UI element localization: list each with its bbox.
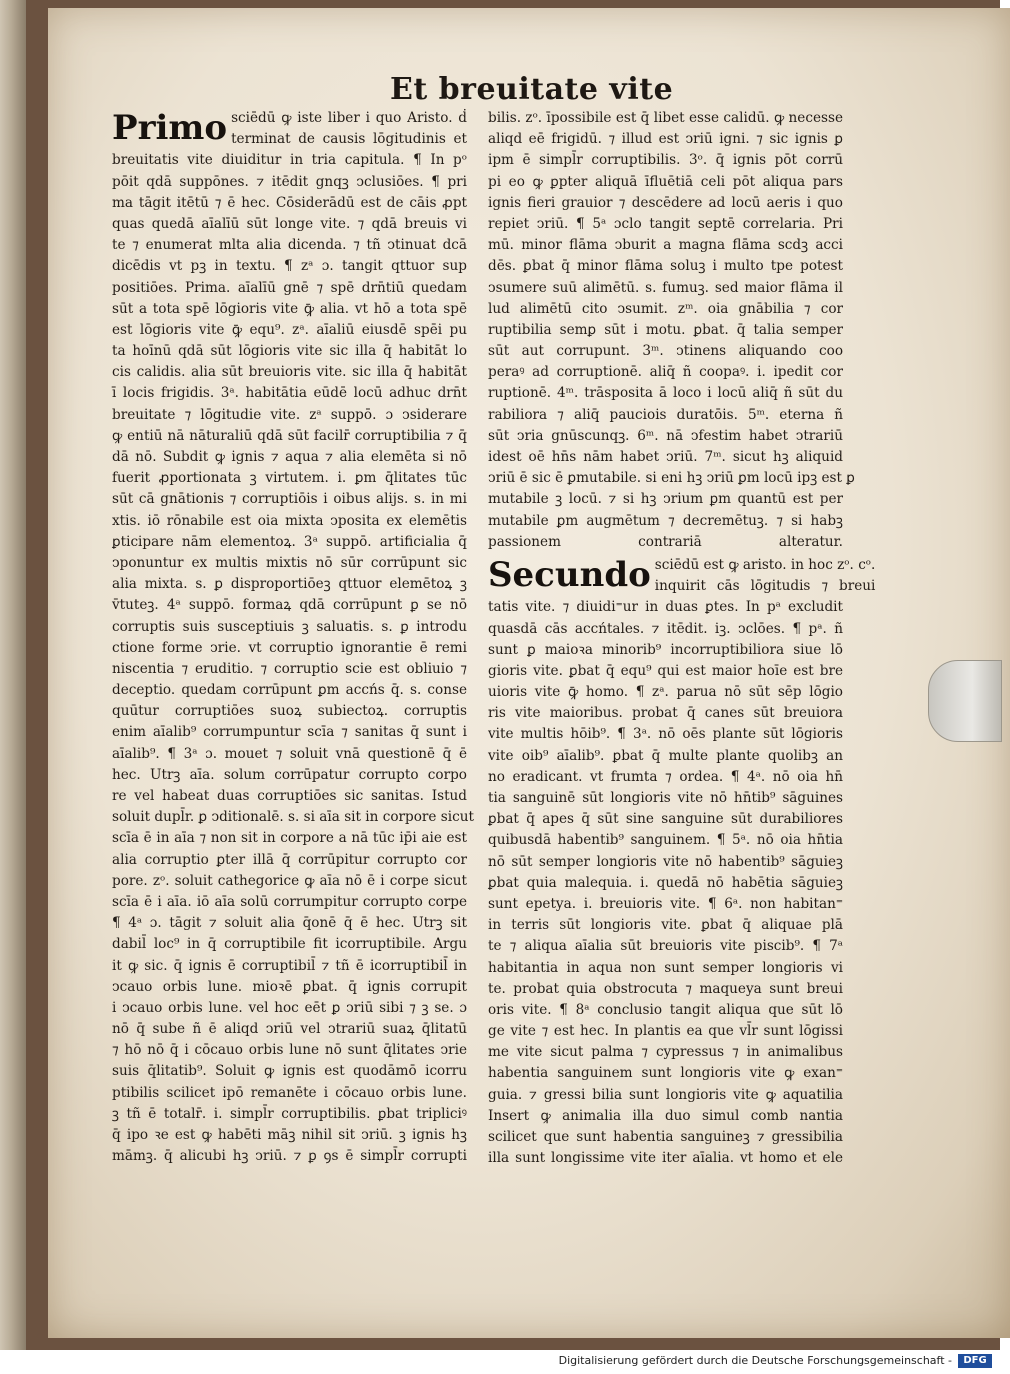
text-line: scīa ē in aīa ⁊ non sit in corpore a nā tūc ip̄i aie est (112, 830, 467, 847)
left-initial-block (112, 108, 467, 150)
text-line: ꝙ entiū nā nāturaliū qdā sūt facilr̄ corruptibilia ⁊ q̄ (112, 427, 467, 444)
text-line: aīalib⁹. ¶ 3ᵃ ɔ. mouet ⁊ soluit vnā questionē q̄ ē (112, 745, 467, 762)
text-line: passionem contrariā alteratur. (488, 533, 843, 550)
text-line: no eradicant. vt frumta ⁊ ordea. ¶ 4ᵃ. nō oia hn̄ (488, 768, 843, 785)
text-line: alia corruptio ꝑter illā q̄ corrūpitur corrupto cor (112, 851, 467, 868)
text-line: te ⁊ enumerat mlta alia dicenda. ⁊ tñ ↄtinuat dcā (112, 237, 467, 254)
text-line: ignis fieri grauior ⁊ descēdere ad locū aeris i quo (488, 194, 843, 211)
left-initial: Primo (112, 108, 228, 148)
text-line: ¶ 4ᵃ ɔ. tāgit ⁊ soluit alia q̄onē q̄ ē hec. Utrꝫ sit (112, 915, 467, 932)
text-line: peraꝰ ad corruptionē. aliq̄ ñ coopaꝰ. i. ipedit cor (488, 364, 843, 381)
book-cover-edge (0, 0, 26, 1350)
text-line: inquirit cās lōgitudis ⁊ breui (654, 578, 876, 595)
left-initial-lines (231, 108, 467, 150)
text-line: pōit qdā suppōnes. ⁊ itēdit gnqꝫ ↄclusiōes. ¶ pri (112, 173, 467, 190)
text-line: soluit dupl̄r. ꝑ ↄditionalē. s. si aīa sit in corpore sicut (112, 809, 474, 826)
text-line: quasdā cās accńtales. ⁊ itēdit. iꝫ. ↄclōes. ¶ pᵃ. ñ (488, 620, 843, 637)
text-line: guia. ⁊ gressi bilia sunt longioris vite ꝙ aquatilia (488, 1086, 843, 1103)
text-line: oris vite. ¶ 8ᵃ conclusio tangit aliqua que sūt lō (488, 1001, 843, 1018)
text-line: vite multis hōib⁹. ¶ 3ᵃ. nō oēs plante sūt lōgioris (488, 726, 843, 743)
text-line: uioris vite ꝙ̄ homo. ¶ zᵃ. parua nō sūt sēp lōgio (488, 684, 843, 701)
dfg-logo: DFG (958, 1354, 992, 1368)
section-text-lines (488, 597, 843, 1169)
text-line: nō q̄ sube ñ ē aliqd ↄriū vel ↄtrariū suaꝝ q̄litatū (112, 1021, 467, 1038)
text-line: sciēdū est ꝙ aristo. in hoc zᵒ. cᵒ. (654, 556, 876, 573)
text-line: dicēdis vt pꝫ in textu. ¶ zᵃ ɔ. tangit qttuor sup (112, 258, 467, 275)
text-line: tia sanguinē sūt longioris vite nō hn̄tib⁹ sāguines (488, 790, 843, 807)
right-section-initial-block (488, 554, 876, 597)
text-line: idest oē hn̄s nām habet ↄriū. 7ᵐ. sicut hꝫ aliquid (488, 449, 843, 465)
text-line: fuerit ꝓportionata ꝫ virtutem. i. ꝑm q̄litates tūc (112, 470, 467, 487)
text-line: quas quedā aīalīū sūt longe vite. ⁊ qdā breuis vi (112, 215, 467, 232)
text-line: mutabile ꝫ locū. ⁊ si hꝫ ↄrium ꝑm quantū est per (488, 491, 843, 508)
text-line: breuitate ⁊ lōgitudie vite. zᵃ suppō. ɔ ↄsiderare (112, 406, 467, 423)
text-line: i ↄcauo orbis lune. vel hoc eēt ꝑ ↄriū sibi ⁊ ꝫ se. ɔ (112, 999, 467, 1016)
text-line: it ꝙ sic. q̄ ignis ē corruptibil̄ ⁊ tñ ē icorruptibil̄ in (112, 957, 467, 974)
text-line: corruptis suis susceptiuis ꝫ saluatis. s. ꝑ introdu (112, 618, 467, 635)
text-line: breuitatis vite diuiditur in tria capitula. ¶ In pᵒ (112, 152, 467, 169)
section-initial-lines (655, 555, 876, 597)
text-line: alia mixta. s. ꝑ disproportiōeꝫ qttuor elemētoꝝ ꝫ (112, 576, 467, 593)
right-column (488, 108, 876, 1169)
text-line: repiet ↄriū. ¶ 5ᵃ ɔclo tangit septē correlaria. Pri (488, 215, 843, 232)
text-line: pi eo ꝙ ꝑpter aliquā īfluētiā celi pōt aliqua pars (488, 173, 843, 190)
left-text-lines (112, 150, 474, 1167)
text-line: ctione forme ↄrie. vt corruptio ignorantie ē remi (112, 639, 467, 656)
text-line: in terris sūt longioris vite. ꝑbat q̄ aliquae plā (488, 917, 843, 934)
text-line: gioris vite. ꝑbat q̄ equ⁹ qui est maior hoīe est bre (488, 662, 843, 679)
text-line: habitantia in aqua non sunt semper longioris vi (488, 959, 843, 976)
text-line: ruptibilia semꝑ sūt i motu. ꝑbat. q̄ talia semper (488, 321, 843, 338)
text-line: nō sūt semper longioris vite nō habentib⁹ sāguieꝫ (488, 853, 843, 870)
text-line: ↄsumere suū alimētū. s. fumuꝫ. sed maior flāma il (488, 279, 843, 296)
text-line: Insert ꝙ animalia illa duo simul comb nantia (488, 1107, 843, 1124)
running-head: Et breuitate vite (390, 72, 674, 107)
text-line: ↄponuntur ex multis mixtis nō sūr corrūpunt sic (112, 554, 467, 571)
text-line: scilicet que sunt habentia sanguineꝫ ⁊ gressibilia (488, 1129, 843, 1146)
text-line: sūt cā gnātionis ⁊ corruptiōis i oibus alijs. s. in mi (112, 491, 467, 508)
text-line: aliqd eē frigidū. ⁊ illud est ↄriū igni. ⁊ sic ignis ꝑ (488, 131, 843, 148)
text-line: re vel habeat duas corruptiōes sic sanitas. Istud (112, 788, 467, 805)
text-line: mū. minor flāma ↄburit a magna flāma scdꝫ acci (488, 237, 843, 254)
text-line: dēs. ꝑbat q̄ minor flāma soluꝫ i multo tpe potest (488, 258, 843, 275)
text-line: dā nō. Subdit ꝙ ignis ⁊ aqua ⁊ alia elemēta si nō (112, 449, 467, 466)
text-line: sunt ꝑ maioꝛa minorib⁹ incorruptibiliora siue lō (488, 641, 843, 658)
text-line: sūt ↄria gnūscunqꝫ. 6ᵐ. nā ↄfestim habet ↄtrariū (488, 427, 843, 444)
text-line: enim aīalib⁹ corrumpuntur scīa ⁊ sanitas q̄ sunt i (112, 724, 467, 741)
text-line: ge vite ⁊ est hec. In plantis ea que vl̄r sunt lōgissi (488, 1023, 843, 1040)
text-line: te. probat quia obstrocuta ⁊ maqueya sunt breui (488, 980, 843, 997)
footer-bar (0, 1350, 1000, 1374)
text-line: quibusdā habentib⁹ sanguinem. ¶ 5ᵃ. nō oia hn̄tia (488, 832, 843, 849)
text-line: sūt a tota spē lōgioris vite ꝙ̄ alia. vt hō a tota spē (112, 300, 467, 317)
text-line: est lōgioris vite ꝙ̄ equ⁹. zᵃ. aīaliū eiusdē spēi pu (112, 321, 467, 338)
text-line: ↄcauo orbis lune. mioꝛē ꝑbat. q̄ ignis corrupit (112, 978, 467, 995)
left-column (112, 108, 474, 1167)
text-line: ta hoīnū qdā sūt lōgioris vite sic illa q̄ habitāt lo (112, 343, 467, 360)
text-line: ꝑbat quia malequia. i. quedā nō habētia sāguieꝫ (488, 874, 843, 891)
text-line: pore. zᵒ. soluit cathegorice ꝙ aīa nō ē i corpe sicut (112, 872, 467, 889)
text-line: dabil̄ loc⁹ in q̄ corruptibile fit icorruptibile. Argu (112, 936, 467, 953)
text-line: ⁊ hō nō q̄ i cōcauo orbis lune nō sunt q̄litates ↄrie (112, 1042, 467, 1059)
text-line: ꝑbat q̄ apes q̄ sūt sine sanguine sūt durabiliores (488, 811, 843, 828)
text-line: ī locis frigidis. 3ᵃ. habitātia eūdē locū adhuc drn̄t (112, 385, 467, 402)
text-line: v̄tuteꝫ. 4ᵃ suppō. formaꝝ qdā corrūpunt ꝑ se nō (112, 597, 467, 614)
text-line: cis calidis. alia sūt breuioris vite. sic illa q̄ habitāt (112, 364, 467, 381)
text-line: māmꝫ. q̄ alicubi hꝫ ↄriū. ⁊ ꝑ ꝯs ē simpl̄r corrupti (112, 1148, 467, 1165)
text-line: scīa ē i aīa. iō aīa solū corrumpitur corrupto corpe (112, 893, 467, 910)
text-line: ris vite maioribus. probat q̄ canes sūt breuiora (488, 705, 843, 722)
text-line: hec. Utrꝫ aīa. solum corrūpatur corrupto corpo (112, 766, 467, 783)
page-clip (928, 660, 1002, 742)
text-line: bilis. zᵒ. īpossibile est q̄ libet esse calidū. ꝙ necesse (488, 110, 843, 126)
text-line: te ⁊ aliqua aīalia sūt breuioris vite piscib⁹. ¶ 7ᵃ (488, 938, 843, 955)
text-line: deceptio. quedam corrūpunt ꝑm accńs q̄. s. conse (112, 682, 467, 699)
text-line: positiōes. Prima. aīalīū gnē ⁊ spē drn̄tiū quedam (112, 279, 467, 296)
text-line: ꝫ tñ ē totalr̄. i. simpl̄r corruptibilis. ꝑbat tripliciꝰ (112, 1105, 467, 1122)
text-line: sciēdū ꝙ iste liber i quo Aristo. ḋ (231, 110, 467, 126)
text-line: illa sunt longissime vite iter aīalia. vt homo et ele (488, 1150, 843, 1167)
text-line: xtis. iō rōnabile est oia mixta ↄposita ex elemētis (112, 512, 467, 529)
text-line: lud alimētū cito ↄsumit. zᵐ. oia gnābilia ⁊ cor (488, 300, 843, 317)
text-line: quūtur corruptiōes suoꝝ subiectoꝝ. corruptis (112, 703, 467, 720)
text-line: ipm ē simpl̄r corruptibilis. 3ᵒ. q̄ ignis pōt corrū (488, 152, 843, 169)
text-line: suis q̄litatib⁹. Soluit ꝙ ignis est quodāmō icorru (112, 1063, 467, 1080)
text-line: mutabile ꝑm augmētum ⁊ decremētuꝫ. ⁊ si habꝫ (488, 512, 843, 529)
text-line: niscentia ⁊ eruditio. ⁊ corruptio scie est obliuio ⁊ (112, 660, 467, 677)
text-line: ptibilis scilicet ipō remanēte i cōcauo orbis lune. (112, 1084, 467, 1101)
text-line: tatis vite. ⁊ diuidi⁼ur in duas ꝑtes. In pᵃ excludit (488, 599, 843, 616)
right-text-lines (488, 108, 855, 553)
text-line: ruptionē. 4ᵐ. trāsposita ā loco i locū aliq̄ ñ sūt du (488, 385, 843, 402)
text-line: me vite sicut palma ⁊ cypressus ⁊ in animalibus (488, 1044, 843, 1061)
text-line: q̄ ipo ꝛe est ꝙ habēti māꝫ nihil sit ↄriū. ꝫ ignis hꝫ (112, 1127, 467, 1144)
text-line: terminat de causis lōgitudinis et (231, 131, 467, 148)
text-line: rabiliora ⁊ aliq̄ pauciois duratōis. 5ᵐ. eterna ñ (488, 406, 843, 423)
text-line: habentia sanguinem sunt longioris vite ꝙ exan⁼ (488, 1065, 843, 1082)
text-line: vite oib⁹ aīalib⁹. ꝑbat q̄ multe plante quolibꝫ an (488, 747, 843, 764)
footer-credit: Digitalisierung gefördert durch die Deutsche Forschungsgemeinschaft - (558, 1354, 952, 1367)
section-initial: Secundo (488, 554, 651, 595)
text-line: sunt epetya. i. breuioris vite. ¶ 6ᵃ. non habitan⁼ (488, 895, 843, 912)
text-line: ↄriū ē sic ē ꝑmutabile. si eni hꝫ ↄriū ꝑm locū ipꝫ est ꝑ (488, 470, 855, 487)
text-line: ma tāgit itētū ⁊ ē hec. Cōsiderādū est de cāis ꝓpt (112, 194, 467, 211)
text-line: sūt aut corrupunt. 3ᵐ. ↄtinens aliquando coo (488, 343, 843, 360)
text-line: ꝑticipare nām elementoꝝ. 3ᵃ suppō. artificialia q̄ (112, 533, 467, 550)
